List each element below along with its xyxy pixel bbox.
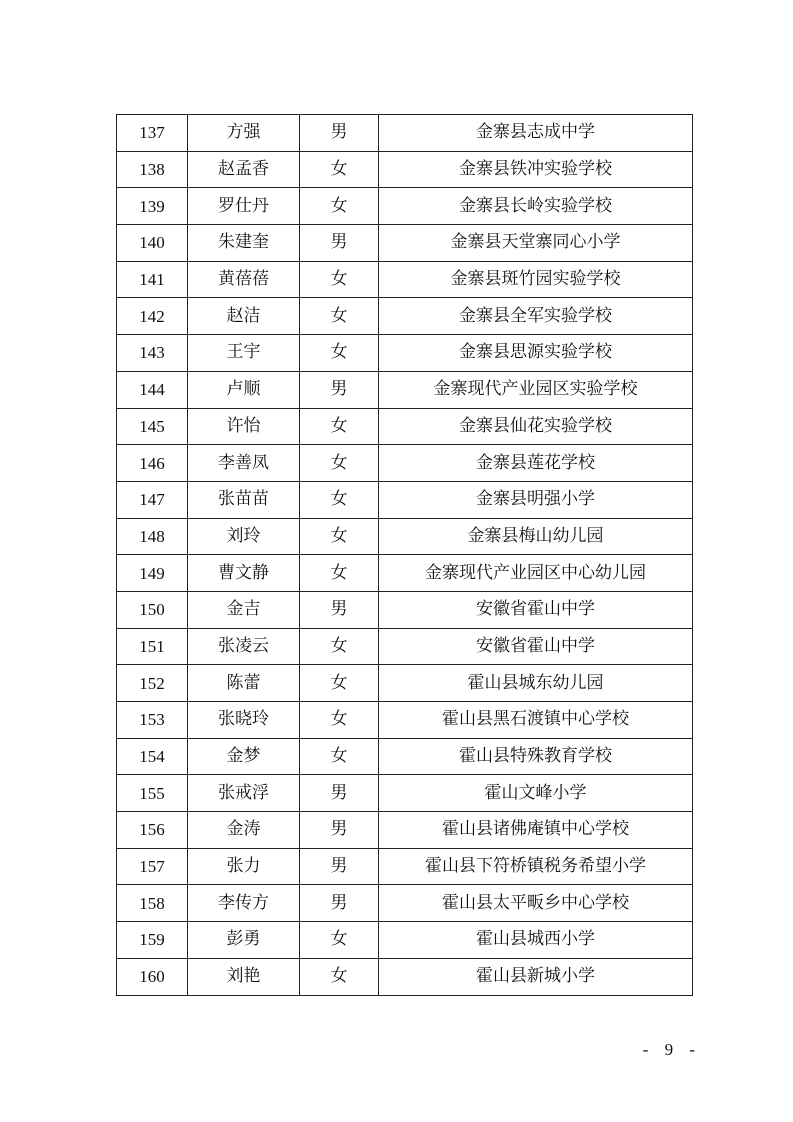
gender-cell: 女 [300, 555, 379, 592]
table-row [117, 445, 693, 482]
gender-cell: 男 [300, 225, 379, 262]
row-number-cell: 144 [117, 371, 188, 408]
gender-cell: 女 [300, 445, 379, 482]
name-cell: 李善凤 [188, 445, 300, 482]
name-cell: 赵洁 [188, 298, 300, 335]
school-cell: 金寨县思源实验学校 [379, 335, 693, 372]
table-row [117, 481, 693, 518]
table-row [117, 628, 693, 665]
gender-cell: 男 [300, 848, 379, 885]
table-row [117, 335, 693, 372]
school-cell: 金寨县斑竹园实验学校 [379, 261, 693, 298]
row-number-cell: 154 [117, 738, 188, 775]
table-row [117, 555, 693, 592]
row-number-cell: 158 [117, 885, 188, 922]
table-row [117, 922, 693, 959]
row-number-cell: 137 [117, 115, 188, 152]
table-row [117, 518, 693, 555]
row-number-cell: 138 [117, 151, 188, 188]
school-cell: 霍山县城东幼儿园 [379, 665, 693, 702]
row-number-cell: 145 [117, 408, 188, 445]
school-cell: 金寨县梅山幼儿园 [379, 518, 693, 555]
name-cell: 刘玲 [188, 518, 300, 555]
gender-cell: 女 [300, 958, 379, 995]
table-row [117, 115, 693, 152]
school-cell: 金寨现代产业园区中心幼儿园 [379, 555, 693, 592]
school-cell: 霍山县太平畈乡中心学校 [379, 885, 693, 922]
gender-cell: 女 [300, 628, 379, 665]
gender-cell: 男 [300, 885, 379, 922]
page-number: - 9 - [642, 1040, 701, 1059]
name-cell: 彭勇 [188, 922, 300, 959]
row-number-cell: 159 [117, 922, 188, 959]
gender-cell: 女 [300, 261, 379, 298]
gender-cell: 女 [300, 922, 379, 959]
school-cell: 霍山县城西小学 [379, 922, 693, 959]
gender-cell: 男 [300, 591, 379, 628]
school-cell: 安徽省霍山中学 [379, 591, 693, 628]
table-row [117, 298, 693, 335]
table-row [117, 738, 693, 775]
school-cell: 霍山文峰小学 [379, 775, 693, 812]
table-row [117, 408, 693, 445]
row-number-cell: 140 [117, 225, 188, 262]
table-row [117, 885, 693, 922]
name-cell: 李传方 [188, 885, 300, 922]
gender-cell: 女 [300, 738, 379, 775]
school-cell: 霍山县黑石渡镇中心学校 [379, 702, 693, 739]
table-row [117, 225, 693, 262]
name-cell: 朱建奎 [188, 225, 300, 262]
table-row [117, 371, 693, 408]
row-number-cell: 157 [117, 848, 188, 885]
table-row [117, 958, 693, 995]
school-cell: 霍山县诸佛庵镇中心学校 [379, 812, 693, 849]
roster-table [116, 114, 693, 996]
roster-table-body [117, 115, 693, 996]
row-number-cell: 156 [117, 812, 188, 849]
school-cell: 金寨县明强小学 [379, 481, 693, 518]
gender-cell: 女 [300, 188, 379, 225]
row-number-cell: 160 [117, 958, 188, 995]
gender-cell: 女 [300, 481, 379, 518]
name-cell: 张凌云 [188, 628, 300, 665]
gender-cell: 女 [300, 518, 379, 555]
school-cell: 金寨县天堂寨同心小学 [379, 225, 693, 262]
name-cell: 张苗苗 [188, 481, 300, 518]
gender-cell: 男 [300, 371, 379, 408]
gender-cell: 男 [300, 115, 379, 152]
gender-cell: 女 [300, 335, 379, 372]
table-row [117, 812, 693, 849]
gender-cell: 女 [300, 408, 379, 445]
table-row [117, 665, 693, 702]
school-cell: 金寨县志成中学 [379, 115, 693, 152]
name-cell: 金梦 [188, 738, 300, 775]
row-number-cell: 155 [117, 775, 188, 812]
table-row [117, 261, 693, 298]
school-cell: 金寨县莲花学校 [379, 445, 693, 482]
name-cell: 方强 [188, 115, 300, 152]
name-cell: 王宇 [188, 335, 300, 372]
row-number-cell: 141 [117, 261, 188, 298]
row-number-cell: 142 [117, 298, 188, 335]
name-cell: 赵孟香 [188, 151, 300, 188]
school-cell: 金寨县全军实验学校 [379, 298, 693, 335]
table-row [117, 188, 693, 225]
gender-cell: 女 [300, 151, 379, 188]
table-row [117, 848, 693, 885]
row-number-cell: 149 [117, 555, 188, 592]
row-number-cell: 143 [117, 335, 188, 372]
name-cell: 罗仕丹 [188, 188, 300, 225]
gender-cell: 女 [300, 665, 379, 702]
row-number-cell: 152 [117, 665, 188, 702]
name-cell: 金涛 [188, 812, 300, 849]
name-cell: 金吉 [188, 591, 300, 628]
gender-cell: 女 [300, 298, 379, 335]
gender-cell: 女 [300, 702, 379, 739]
school-cell: 金寨县铁冲实验学校 [379, 151, 693, 188]
row-number-cell: 146 [117, 445, 188, 482]
name-cell: 陈蕾 [188, 665, 300, 702]
table-row [117, 702, 693, 739]
school-cell: 金寨县长岭实验学校 [379, 188, 693, 225]
table-row [117, 591, 693, 628]
gender-cell: 男 [300, 775, 379, 812]
name-cell: 曹文静 [188, 555, 300, 592]
school-cell: 安徽省霍山中学 [379, 628, 693, 665]
row-number-cell: 150 [117, 591, 188, 628]
school-cell: 霍山县新城小学 [379, 958, 693, 995]
row-number-cell: 151 [117, 628, 188, 665]
name-cell: 黄蓓蓓 [188, 261, 300, 298]
table-row [117, 151, 693, 188]
name-cell: 张力 [188, 848, 300, 885]
name-cell: 张戒浮 [188, 775, 300, 812]
row-number-cell: 148 [117, 518, 188, 555]
school-cell: 金寨现代产业园区实验学校 [379, 371, 693, 408]
row-number-cell: 147 [117, 481, 188, 518]
gender-cell: 男 [300, 812, 379, 849]
school-cell: 霍山县下符桥镇税务希望小学 [379, 848, 693, 885]
school-cell: 金寨县仙花实验学校 [379, 408, 693, 445]
name-cell: 卢顺 [188, 371, 300, 408]
name-cell: 张晓玲 [188, 702, 300, 739]
name-cell: 刘艳 [188, 958, 300, 995]
school-cell: 霍山县特殊教育学校 [379, 738, 693, 775]
name-cell: 许怡 [188, 408, 300, 445]
table-row [117, 775, 693, 812]
row-number-cell: 139 [117, 188, 188, 225]
row-number-cell: 153 [117, 702, 188, 739]
